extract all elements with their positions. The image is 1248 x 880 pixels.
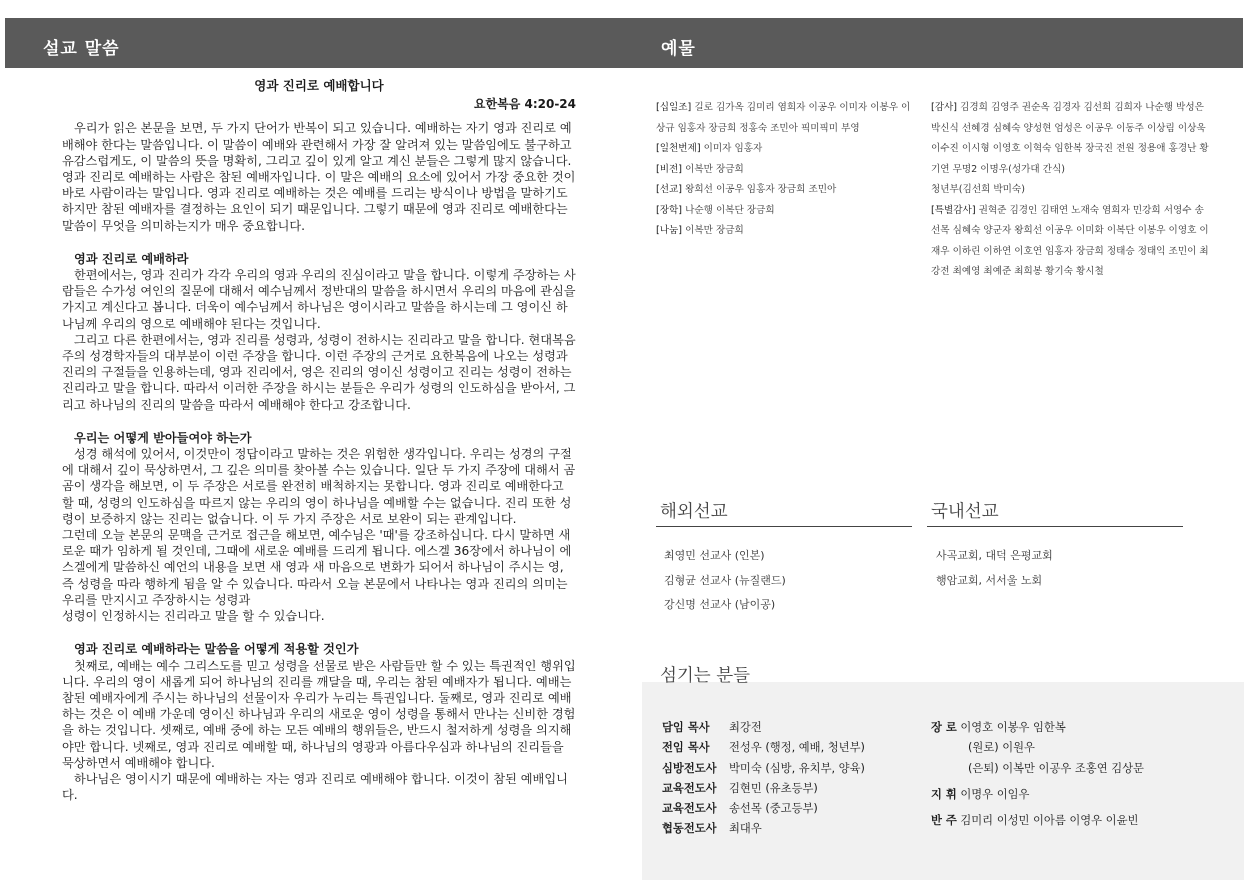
- offering-entry: [특별감사] 권혁준 김경인 김태연 노재숙 염희자 민강희 서영수 송선목 심혜숙 양군자 왕희선 이공우 이미화 이복단 이봉우 이영호 이재우 이하린 이하연 이호연 임홍자 장금희 정태승 정태익 조민이 최강전 최예영 최예준 최희봉 황기숙 황시철: [931, 204, 1209, 277]
- staff-row: 담임 목사 최강전: [662, 721, 762, 734]
- elders-list: [931, 718, 1144, 831]
- list-item: 사곡교회, 대덕 은평교회: [936, 549, 1053, 562]
- offering-entry: [나눔] 이복만 장금희: [656, 225, 744, 236]
- overseas-mission-heading: 해외선교: [660, 502, 728, 522]
- sermon-text: [62, 78, 576, 803]
- header-bar: [5, 18, 1243, 68]
- section-heading: 우리는 어떻게 받아들여야 하는가: [74, 430, 252, 445]
- divider: [656, 526, 912, 527]
- elders-retired-row: (원로) 이원우: [968, 741, 1035, 755]
- offering-entry: [장학] 나순행 이복단 장금희: [656, 204, 775, 216]
- servants-heading: 섬기는 분들: [660, 666, 751, 686]
- list-item: 최영민 선교사 (인본): [664, 549, 765, 562]
- staff-row: 심방전도사 박미숙 (심방, 유치부, 양육): [662, 761, 865, 775]
- offering-list-left: [656, 98, 916, 242]
- paragraph: 첫째로, 예배는 예수 그리스도를 믿고 성령을 선물로 받은 사람들만 할 수 있는 특권적인 행위입니다. 우리의 영이 새롭게 되어 하나님의 진리를 깨달을 때, 우리는 참된 예배자가 됩니다. 예배는 참된 예배자에게 주시는 하나님의 선물이자 우리가 누리는 특권입니다. 둘째로, 영과 진리로 예배하는 것은 이 예배 가운데 영이신 하나님과 우리의 새로운 영이 성령을 통해서 만나는 신비한 경험을 하는 것입니다. 셋째로, 예배 중에 하는 모든 예배의 행위들은, 반드시 철저하게 성령을 의지해야만 합니다. 넷째로, 영과 진리로 예배할 때, 하나님의 영광과 아름다우심과 하나님의 진리들을 묵상하면서 예배해야 합니다.: [62, 658, 576, 770]
- offering-entry: [감사] 김경희 김영주 권순옥 김경자 김선희 김희자 나순행 박성은 박신식 선혜경 심혜숙 양성현 엄성은 이공우 이동주 이상림 이상욱 이수진 이시형 이영호 이혁숙 임한복 장국진 전원 정용애 홍경난 황기연 무명2 이명우(성가대 간식): [931, 102, 1209, 175]
- list-item: 행암교회, 서서울 노회: [936, 573, 1043, 587]
- elders-emeritus-row: (은퇴) 이복만 이공우 조홍연 김상문: [968, 761, 1144, 775]
- sermon-section-title: 설교 말씀: [43, 39, 120, 59]
- divider: [927, 526, 1183, 527]
- offering-entry: 청년부(김선희 박미숙): [931, 184, 1025, 195]
- section-heading: 영과 진리로 예배하라: [74, 251, 189, 266]
- offering-entry: [십일조] 길로 김가옥 김미리 염희자 이공우 이미자 이봉우 이상규 임홍자 장금희 정홍숙 조민아 픽미픽미 부영: [656, 102, 911, 134]
- offering-entry: [일천번제] 이미자 임홍자: [656, 143, 763, 154]
- paragraph: 성경 해석에 있어서, 이것만이 정답이라고 말하는 것은 위험한 생각입니다. 우리는 성경의 구절에 대해서 깊이 묵상하면서, 그 깊은 의미를 찾아볼 수는 있습니다. 일단 두 가지 주장에 대해서 곰곰이 생각을 해보면, 이 두 주장은 서로를 완전히 배척하지는 못합니다. 영과 진리로 예배한다고 할 때, 성령의 인도하심을 따르지 않는 우리의 영이 하나님을 예배할 수는 없습니다. 진리 또한 성령이 보증하지 않는 진리는 없습니다. 이 두 가지 주장은 서로 보완이 되는 관계입니다.: [62, 447, 576, 526]
- domestic-mission-list: [936, 544, 1053, 593]
- list-item: 김형균 선교사 (뉴질랜드): [664, 573, 786, 587]
- scripture-reference: 요한복음 4:20-24: [473, 97, 576, 112]
- paragraph: 한편에서는, 영과 진리가 각각 우리의 영과 우리의 진심이라고 말을 합니다. 이렇게 주장하는 사람들은 수가성 여인의 질문에 대해서 예수님께서 정반대의 말씀을 하시면서 우리의 마음에 관심을 가지고 계신다고 봅니다. 더욱이 예수님께서 하나님은 영이시라고 말씀을 하시는데 그 영이신 하나님께 우리의 영으로 예배해야 된다는 것입니다.: [62, 268, 576, 331]
- staff-row: 교육전도사 송선목 (중고등부): [662, 802, 818, 816]
- section-heading: 영과 진리로 예배하라는 말씀을 어떻게 적용할 것인가: [74, 642, 359, 657]
- paragraph: 우리가 읽은 본문을 보면, 두 가지 단어가 반복이 되고 있습니다. 예배하는 자기 영과 진리로 예배해야 한다는 말씀입니다. 이 말씀이 예배와 관련해서 가장 잘 알려져 있는 말씀임에도 불구하고 유감스럽게도, 이 말씀의 뜻을 명확히, 그리고 깊이 있게 알고 계신 분들은 그렇게 많지 않습니다.: [62, 121, 572, 168]
- paragraph: 성령이 인정하시는 진리라고 말을 할 수 있습니다.: [62, 609, 325, 624]
- paragraph: 그리고 다른 한편에서는, 영과 진리를 성령과, 성령이 전하시는 진리라고 말을 합니다. 현대복음주의 성경학자들의 대부분이 이런 주장을 합니다. 이런 주장의 근거로 요한복음에 나오는 성령과 진리의 구절들을 인용하는데, 영과 진리에서, 영은 진리의 영이신 성령이고 진리는 성령이 전하는 진리라고 말을 합니다. 따라서 이러한 주장을 하시는 분들은 우리가 성령의 인도하심을 받아서, 그리고 하나님의 진리의 말씀을 따라서 예배해야 한다고 강조합니다.: [62, 332, 576, 412]
- offering-section-title: 예물: [661, 39, 696, 59]
- accompanist-row: 반 주 김미리 이성민 이아름 이영우 이윤빈: [931, 814, 1139, 828]
- overseas-mission-list: [664, 544, 786, 618]
- domestic-mission-heading: 국내선교: [931, 502, 999, 522]
- staff-row: 교육전도사 김현민 (유초등부): [662, 781, 818, 795]
- list-item: 강신명 선교사 (남이공): [664, 598, 776, 611]
- paragraph: 영과 진리로 예배하는 사람은 참된 예배자입니다. 이 말은 예배의 요소에 있어서 가장 중요한 것이 바로 사람이라는 말입니다. 영과 진리로 예배하는 것은 예배를 드리는 방식이나 방법을 말하기도 하지만 참된 예배자를 결정하는 요인이 되기 때문입니다. 그렇기 때문에 영과 진리로 예배한다는 말씀이 무엇을 의미하는지가 매우 중요합니다.: [62, 170, 576, 233]
- paragraph: 하나님은 영이시기 때문에 예배하는 자는 영과 진리로 예배해야 합니다. 이것이 참된 예배입니다.: [62, 771, 568, 803]
- offering-list-right: [931, 98, 1213, 283]
- staff-row: 협동전도사 최대우: [662, 822, 762, 836]
- paragraph: 그런데 오늘 본문의 문맥을 근거로 접근을 해보면, 예수님은 '때'를 강조하십니다. 다시 말하면 새로운 때가 임하게 될 것인데, 그때에 새로운 예배를 드리게 됩니다. 에스겔 36장에서 하나님이 에스겔에게 말씀하신 예언의 내용을 보면 새 영과 새 마음으로 변화가 되어서 하나님이 주시는 영, 즉 성령을 따라 행하게 됨을 알 수 있습니다. 따라서 오늘 본문에서 나타나는 영과 진리의 의미는 우리를 만지시고 주장하시는 성령과: [62, 528, 572, 607]
- sermon-title: 영과 진리로 예배합니다: [254, 78, 384, 93]
- staff-row: 전임 목사 전성우 (행정, 예배, 청년부): [662, 741, 865, 755]
- offering-entry: [비전] 이복만 장금희: [656, 163, 744, 175]
- offering-entry: [선교] 왕희선 이공우 임홍자 장금희 조민아: [656, 184, 837, 195]
- staff-list: [662, 718, 865, 840]
- conductor-row: 지 휘 이명우 이임우: [931, 787, 1030, 801]
- elders-row: 장 로 이영호 이봉우 임한복: [931, 721, 1066, 734]
